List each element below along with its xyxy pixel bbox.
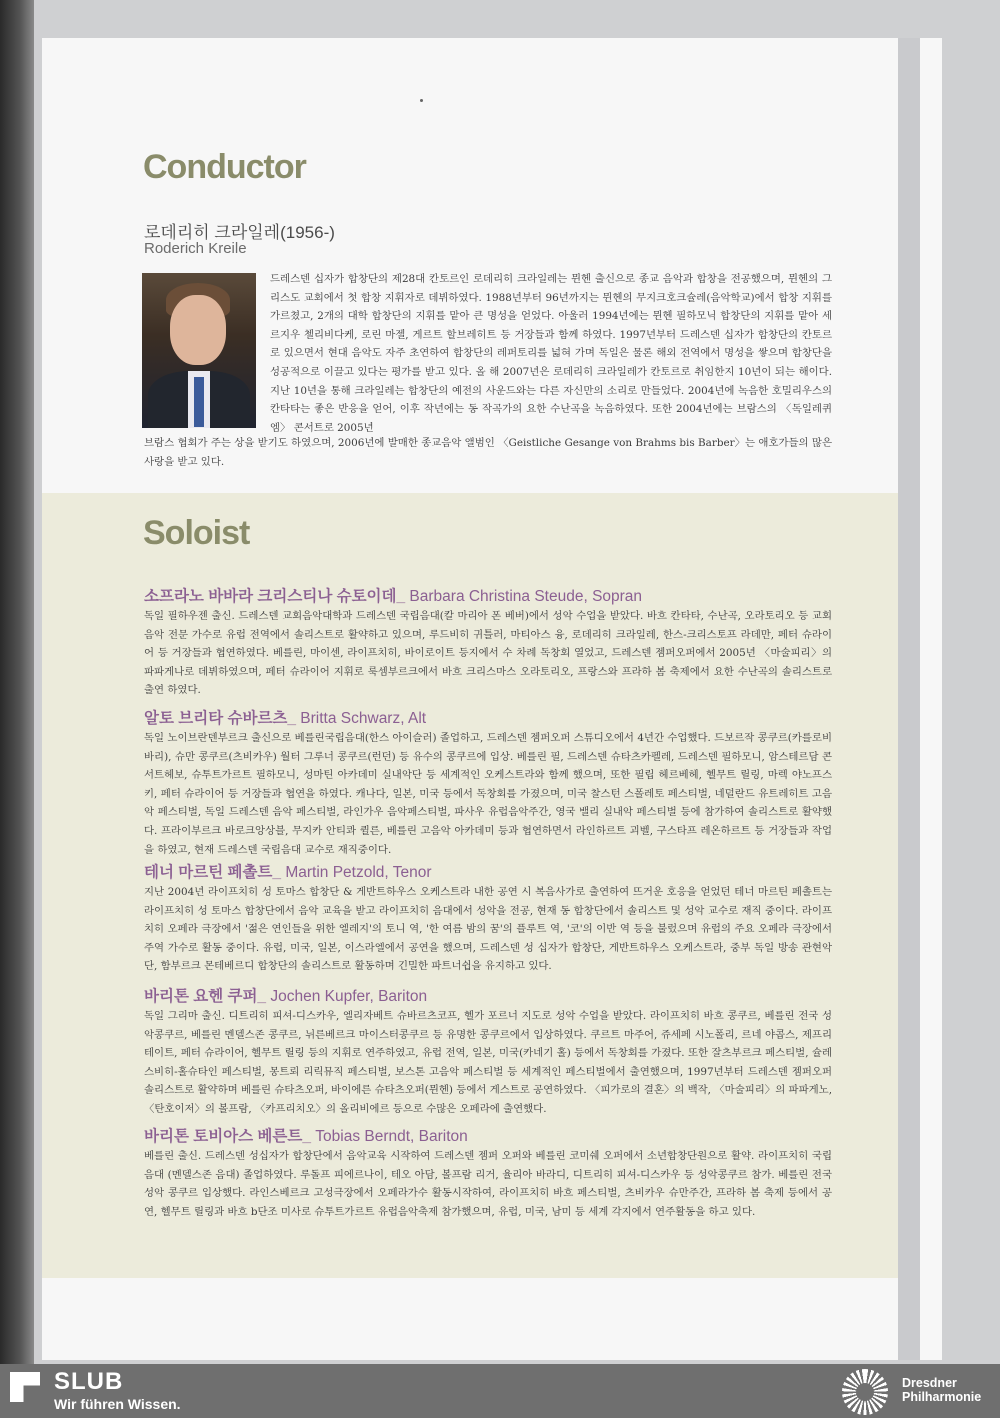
soloist-2-heading (144, 706, 426, 728)
soloist-1-name-english: Barbara Christina Steude, Sopran (405, 588, 643, 605)
edge-stripe (898, 38, 920, 1360)
soloist-5-heading (144, 1124, 468, 1146)
soloist-5-bio: 베를린 출신. 드레스덴 성십자가 합창단에서 음악교육 시작하여 드레스덴 젬퍼 오퍼와 베를린 코미쉐 오퍼에서 소년합창단원으로 활약. 라이프치히 국립음대 (멘델스존 음대) 졸업하였다. 루돌프 피에르나이, 테오 아담, 볼프람 리거, 율리아 바라디, 디트리히 피셔-디스카우 등 성악콩쿠르 참가. 베를린 전국 성악 콩쿠르 입상했다. 라인스베르크 고성극장에서 오페라가수 활동시작하여, 라이프치히 바흐 페스티벌, 츠비카우 슈만주간, 프라하 봄 축제 등에서 공연, 헬무트 릴링과 바흐 b단조 미사로 슈투트가르트 유럽음악축제 참가했으며, 유럽, 미국, 남미 등 세계 각지에서 연주활동을 하고 있다. (144, 1150, 832, 1218)
soloist-5-name-english: Tobias Berndt, Bariton (310, 1128, 468, 1145)
soloist-1-bio: 독일 필하우젠 출신. 드레스덴 교회음악대학과 드레스덴 국립음대(칼 마리아 폰 베버)에서 성악 수업을 받았다. 바흐 칸타타, 수난곡, 오라토리오 등 교회음악 전문 가수로 유럽 전역에서 솔리스트로 활약하고 있으며, 루드비히 귀틀러, 마티아스 융, 로데리히 크라일레, 한스-크리스토프 라데만, 페터 슈라이어 등 거장들과 협연하였다. 베를린, 마이센, 라이프치히, 바이로이트 등지에서 수 차례 독창회 열었고, 드레스덴 젬퍼오퍼에서 2005년 〈마술피리〉의 파파게나로 데뷔하였으며, 페터 슈라이어 지휘로 룩셈부르크에서 바흐 크리스마스 오라토리오, 프랑스와 프라하 봄 축제에서 요한 수난곡의 솔리스트로 출연 하였다. (144, 610, 832, 697)
soloist-3-name-korean: 테너 마르틴 페촐트_ (144, 864, 282, 881)
slub-subtitle: Wir führen Wissen. (54, 1396, 181, 1412)
soloist-3-name-english: Martin Petzold, Tenor (281, 864, 432, 881)
soloist-4-name-english: Jochen Kupfer, Bariton (266, 988, 428, 1005)
soloist-4-name-korean: 바리톤 요헨 쿠퍼_ (144, 988, 267, 1005)
conductor-name-english: Roderich Kreile (144, 240, 247, 257)
page-sheet (42, 38, 942, 1360)
conductor-name-korean: 로데리히 크라일레(1956-) (144, 223, 335, 242)
soloist-5-name-korean: 바리톤 토비아스 베른트_ (144, 1128, 311, 1145)
footer-bar (0, 1364, 1000, 1418)
conductor-heading: Conductor (143, 148, 306, 186)
soloist-1-heading (144, 584, 642, 606)
slub-logo-icon (10, 1372, 40, 1402)
soloist-2-bio: 독일 노이브란덴부르크 출신으로 베를린국립음대(한스 아이슬러) 졸업하고, 드레스덴 젬퍼오퍼 스튜디오에서 4년간 수업했다. 드보르작 콩쿠르(카를로비바리), 슈만 콩쿠르(츠비카우) 월터 그루너 콩쿠르(런던) 등 유수의 콩쿠르에 입상. 베를린 필, 드레스덴 슈타츠카펠레, 드레스덴 필하모니, 암스테르담 콘서트헤보, 슈투트가르트 필하모니, 성마틴 아카데미 실내악단 등 세계적인 오케스트라와 함께 했으며, 또한 필립 헤르베헤, 헬무트 릴링, 마렉 야노프스키, 페터 슈라이어 등 거장들과 협연을 하였다. 캐나다, 일본, 미국 등에서 독창회를 가졌으며, 미국 찰스턴 스폴레토 페스티벌, 네덜란드 유트레히트 고음악 페스티벌, 독일 드레스덴 음악 페스티벌, 라인가우 음악페스티벌, 파사우 유럽음악주간, 영국 밸리 실내악 페스티벌 등에 참가하여 솔리스트로 활약했다. 프라이부르크 바로크앙상블, 무지카 안티콰 퀼른, 베를린 고음악 아카데미 등과 협연하면서 라인하르트 괴벨, 구스타프 레온하르트 등 거장들과 작업을 하였고, 현재 드레스덴 국립음대 교수로 재직중이다. (144, 732, 832, 856)
philharmonie-line2: Philharmonie (902, 1390, 982, 1404)
philharmonie-sun-icon (842, 1369, 888, 1415)
soloist-2-name-korean: 알토 브리타 슈바르츠_ (144, 710, 296, 727)
soloist-4-heading (144, 984, 427, 1006)
slub-title: SLUB (54, 1368, 124, 1395)
conductor-bio-end: 브람스 협회가 주는 상을 받기도 하였으며, 2006년에 발매한 종교음악 앨범인 〈Geistliche Gesange von Brahms bis Barber〉는 애호가들의 많은 사랑을 받고 있다. (144, 437, 832, 468)
conductor-portrait (142, 273, 256, 428)
soloist-1-name-korean: 소프라노 바바라 크리스티나 슈토이데_ (144, 588, 406, 605)
philharmonie-line1: Dresdner (902, 1376, 957, 1390)
speck (420, 99, 423, 102)
soloist-heading: Soloist (143, 514, 250, 552)
scanned-page (34, 0, 1000, 1364)
soloist-3-bio: 지난 2004년 라이프치히 성 토마스 합창단 & 게반트하우스 오케스트라 내한 공연 시 복음사가로 출연하여 뜨거운 호응을 얻었던 테너 마르틴 페촐트는 라이프치히 성 토마스 합창단에서 음악 교육을 받고 라이프치히 음대에서 성악을 전공, 현재 동 합창단에서 솔리스트 및 성악 교수로 재직 중이다. 라이프치히 오페라 극장에서 '젊은 연인들을 위한 엘레지'의 토니 역, '한 여름 밤의 꿈'의 플루트 역, '코'의 이반 역 등을 불렀으며 유럽의 주요 오페라 극장에서 주역 가수로 활동 중이다. 유럽, 미국, 일본, 이스라엘에서 공연을 했으며, 드레스덴 성 십자가 합창단, 게반트하우스 오케스트라, 중부 독일 방송 관현악단, 함부르크 몬테베르디 합창단의 솔리스트로 활동하며 긴밀한 파트너쉽을 유지하고 있다. (144, 886, 832, 973)
soloist-2-name-english: Britta Schwarz, Alt (296, 710, 427, 727)
soloist-4-bio: 독일 그리마 출신. 디트리히 피셔-디스카우, 엘리자베트 슈바르츠코프, 헬가 포르너 지도로 성악 수업을 받았다. 라이프치히 바흐 콩쿠르, 베를린 전국 성악콩쿠르, 베를린 멘델스존 콩쿠르, 뉘른베르크 마이스터콩쿠르 등 유명한 콩쿠르에서 입상하였다. 쿠르트 마주어, 쥬세페 시노폴리, 르네 야콥스, 제프리 테이트, 페터 슈라이어, 헬무트 릴링 등의 지휘로 연주하였고, 유럽 전역, 일본, 미국(카네기 홀) 등에서 독창회를 가졌다. 또한 잘츠부르크 페스티벌, 슐레스비히-홀슈타인 페스티벌, 몽트뢰 리릭뮤직 페스티벌, 보스톤 고음악 페스티벌 등 세계적인 페스티벌에서 출연했으며, 1997년부터 드레스덴 젬퍼오퍼 솔리스트로 활약하며 베를린 슈타츠오퍼, 바이에른 슈타츠오퍼(뮌헨) 등에서 게스트로 공연하였다. 〈피가로의 결혼〉의 백작, 〈마술피리〉의 파파게노, 〈탄호이저〉의 볼프람, 〈카프리치오〉의 올리비에르 등으로 수많은 오페라에 출연했다. (144, 1010, 832, 1115)
soloist-3-heading (144, 860, 432, 882)
conductor-bio-wrapped: 드레스덴 십자가 합창단의 제28대 칸토르인 로데리히 크라일레는 뮌헨 출신으로 종교 음악과 합창을 전공했으며, 뮌헨의 그리스도 교회에서 첫 합창 지휘자로 데뷔하였다. 1988년부터 96년까지는 뮌헨의 무지크호크슐레(음악학교)에서 합창 지휘를 가르쳤고, 2개의 대학 합창단의 지휘를 맡아 큰 명성을 얻었다. 아울러 1994년에는 뮌헨 필하모닉 합창단의 지휘를 맡아 세르지우 첼리비다케, 로린 마젤, 게르트 할브레히트 등 거장들과 함께 하였다. 1997년부터 드레스덴 십자가 합창단의 칸토르로 있으면서 현대 음악도 자주 초연하여 합창단의 레퍼토리를 넓혀 가며 독일은 물론 해외 전역에서 명성을 쌓으며 합창단을 성공적으로 이끌고 있다는 평가를 받고 있다. 올 해 2007년은 로데리히 크라일레가 칸토르로 취임한지 10년이 되는 해이다. 지난 10년을 통해 크라일레는 합창단의 예전의 사운드와는 다른 자신만의 소리로 만들었다. 2004년에 녹음한 호밀리우스의 칸타타는 좋은 반응을 얻어, 이후 작년에는 동 작곡가의 요한 수난곡을 녹음하였다. 또한 2004년에는 브람스의 〈독일레퀴엠〉 콘서트로 2005년 (270, 273, 832, 434)
book-binding (0, 0, 34, 1364)
philharmonie-name (902, 1376, 981, 1404)
